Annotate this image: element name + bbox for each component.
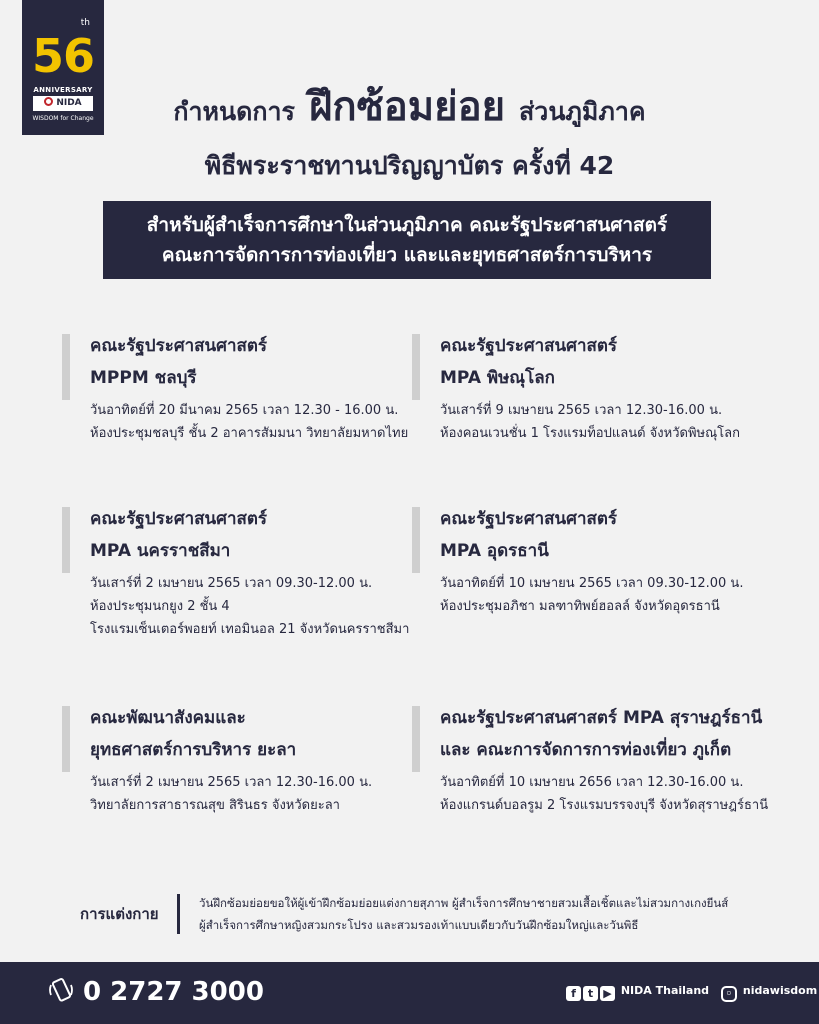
card-program: และ คณะการจัดการการท่องเที่ยว ภูเก็ต (440, 740, 732, 760)
card-date-time: วันอาทิตย์ที่ 20 มีนาคม 2565 เวลา 12.30 - 16.00 น. (90, 403, 399, 418)
title-highlight: ฝึกซ้อมย่อย (308, 84, 506, 130)
audience-banner (103, 201, 711, 279)
card-faculty: คณะพัฒนาสังคมและ (90, 708, 246, 728)
schedule-card-phitsanulok (412, 330, 772, 445)
phone-number: 0 2727 3000 (83, 977, 264, 1007)
card-program: MPA อุดรธานี (440, 541, 549, 561)
card-date-time: วันเสาร์ที่ 2 เมษายน 2565 เวลา 09.30-12.00 น. (90, 576, 373, 591)
social-links (566, 984, 817, 1002)
schedule-card-chonburi (62, 330, 422, 445)
card-program: MPA นครราชสีมา (90, 541, 231, 561)
facebook-icon[interactable]: f (566, 986, 581, 1001)
logo-anniversary: ANNIVERSARY (33, 86, 93, 94)
dress-code-section (80, 892, 780, 936)
card-faculty: คณะรัฐประศาสนศาสตร์ (440, 509, 618, 529)
schedule-card-yala (62, 702, 422, 817)
card-date-time: วันเสาร์ที่ 2 เมษายน 2565 เวลา 12.30-16.00 น. (90, 775, 373, 790)
card-venue: ห้องแกรนด์บอลรูม 2 โรงแรมบรรจงบุรี จังหวัดสุราษฎร์ธานี (440, 798, 769, 813)
schedule-card-nakhon-ratchasima (62, 503, 422, 641)
page-subtitle: พิธีพระราชทานปริญญาบัตร ครั้งที่ 42 (204, 151, 615, 180)
page-name[interactable]: NIDA Thailand (620, 984, 710, 997)
dress-code-line-1: วันฝึกซ้อมย่อยขอให้ผู้เข้าฝึกซ้อมย่อยแต่งกายสุภาพ ผู้สำเร็จการศึกษาชายสวมเสื้อเชิ้ตและไม่สวมกางเกงยีนส์ (199, 896, 729, 910)
card-venue: ห้องคอนเวนชั่น 1 โรงแรมท็อปแลนด์ จังหวัดพิษณุโลก (440, 426, 740, 441)
card-faculty: คณะรัฐประศาสนศาสตร์ MPA สุราษฎร์ธานี (440, 708, 763, 728)
card-venue: ห้องประชุมชลบุรี ชั้น 2 อาคารสัมมนา วิทยาลัยมหาดไทย (90, 426, 409, 441)
instagram-handle[interactable]: nidawisdom (742, 984, 818, 997)
card-program: ยุทธศาสตร์การบริหาร ยะลา (90, 740, 297, 760)
contact-phone[interactable] (47, 976, 264, 1007)
card-venue-detail: โรงแรมเซ็นเตอร์พอยท์ เทอมินอล 21 จังหวัดนครราชสีมา (90, 622, 410, 637)
schedule-card-udon-thani (412, 503, 772, 618)
card-faculty: คณะรัฐประศาสนศาสตร์ (440, 336, 618, 356)
card-venue: ห้องประชุมนกยูง 2 ชั้น 4 (90, 599, 230, 614)
page-title (0, 74, 819, 138)
banner-line-1: สำหรับผู้สำเร็จการศึกษาในส่วนภูมิภาค คณะรัฐประศาสนศาสตร์ (146, 214, 668, 236)
card-accent-bar (412, 507, 420, 573)
card-faculty: คณะรัฐประศาสนศาสตร์ (90, 509, 268, 529)
card-program: MPPM ชลบุรี (90, 368, 197, 388)
footer (0, 962, 819, 1024)
twitter-icon[interactable]: t (583, 986, 598, 1001)
dress-code-divider (177, 894, 180, 934)
title-suffix: ส่วนภูมิภาค (519, 97, 646, 126)
instagram-icon[interactable]: ◦ (721, 986, 737, 1002)
banner-line-2: คณะการจัดการการท่องเที่ยว และและยุทธศาสตร์การบริหาร (161, 244, 653, 266)
youtube-icon[interactable]: ▶ (600, 986, 615, 1001)
logo-suffix: th (80, 18, 90, 28)
logo-number: 56 (31, 29, 94, 83)
logo-tagline: WISDOM for Change (32, 115, 94, 122)
card-venue: ห้องประชุมอภิชา มลฑาทิพย์ฮอลล์ จังหวัดอุดรธานี (440, 599, 720, 614)
card-accent-bar (412, 334, 420, 400)
phone-icon (47, 976, 75, 1004)
title-prefix: กำหนดการ (173, 97, 295, 126)
card-date-time: วันอาทิตย์ที่ 10 เมษายน 2565 เวลา 09.30-12.00 น. (440, 576, 744, 591)
card-venue: วิทยาลัยการสาธารณสุข สิรินธร จังหวัดยะลา (90, 798, 340, 813)
card-accent-bar (62, 334, 70, 400)
card-date-time: วันเสาร์ที่ 9 เมษายน 2565 เวลา 12.30-16.00 น. (440, 403, 723, 418)
card-accent-bar (62, 706, 70, 772)
card-faculty: คณะรัฐประศาสนศาสตร์ (90, 336, 268, 356)
card-program: MPA พิษณุโลก (440, 368, 555, 388)
card-accent-bar (412, 706, 420, 772)
schedule-card-surat-thani (412, 702, 772, 817)
card-accent-bar (62, 507, 70, 573)
dress-code-line-2: ผู้สำเร็จการศึกษาหญิงสวมกระโปรง และสวมรองเท้าแบบเดียวกับวันฝึกซ้อมใหญ่และวันพิธี (199, 918, 639, 932)
dress-code-label: การแต่งกาย (80, 905, 159, 923)
card-date-time: วันอาทิตย์ที่ 10 เมษายน 2656 เวลา 12.30-16.00 น. (440, 775, 744, 790)
logo-brand: NIDA (33, 96, 93, 111)
